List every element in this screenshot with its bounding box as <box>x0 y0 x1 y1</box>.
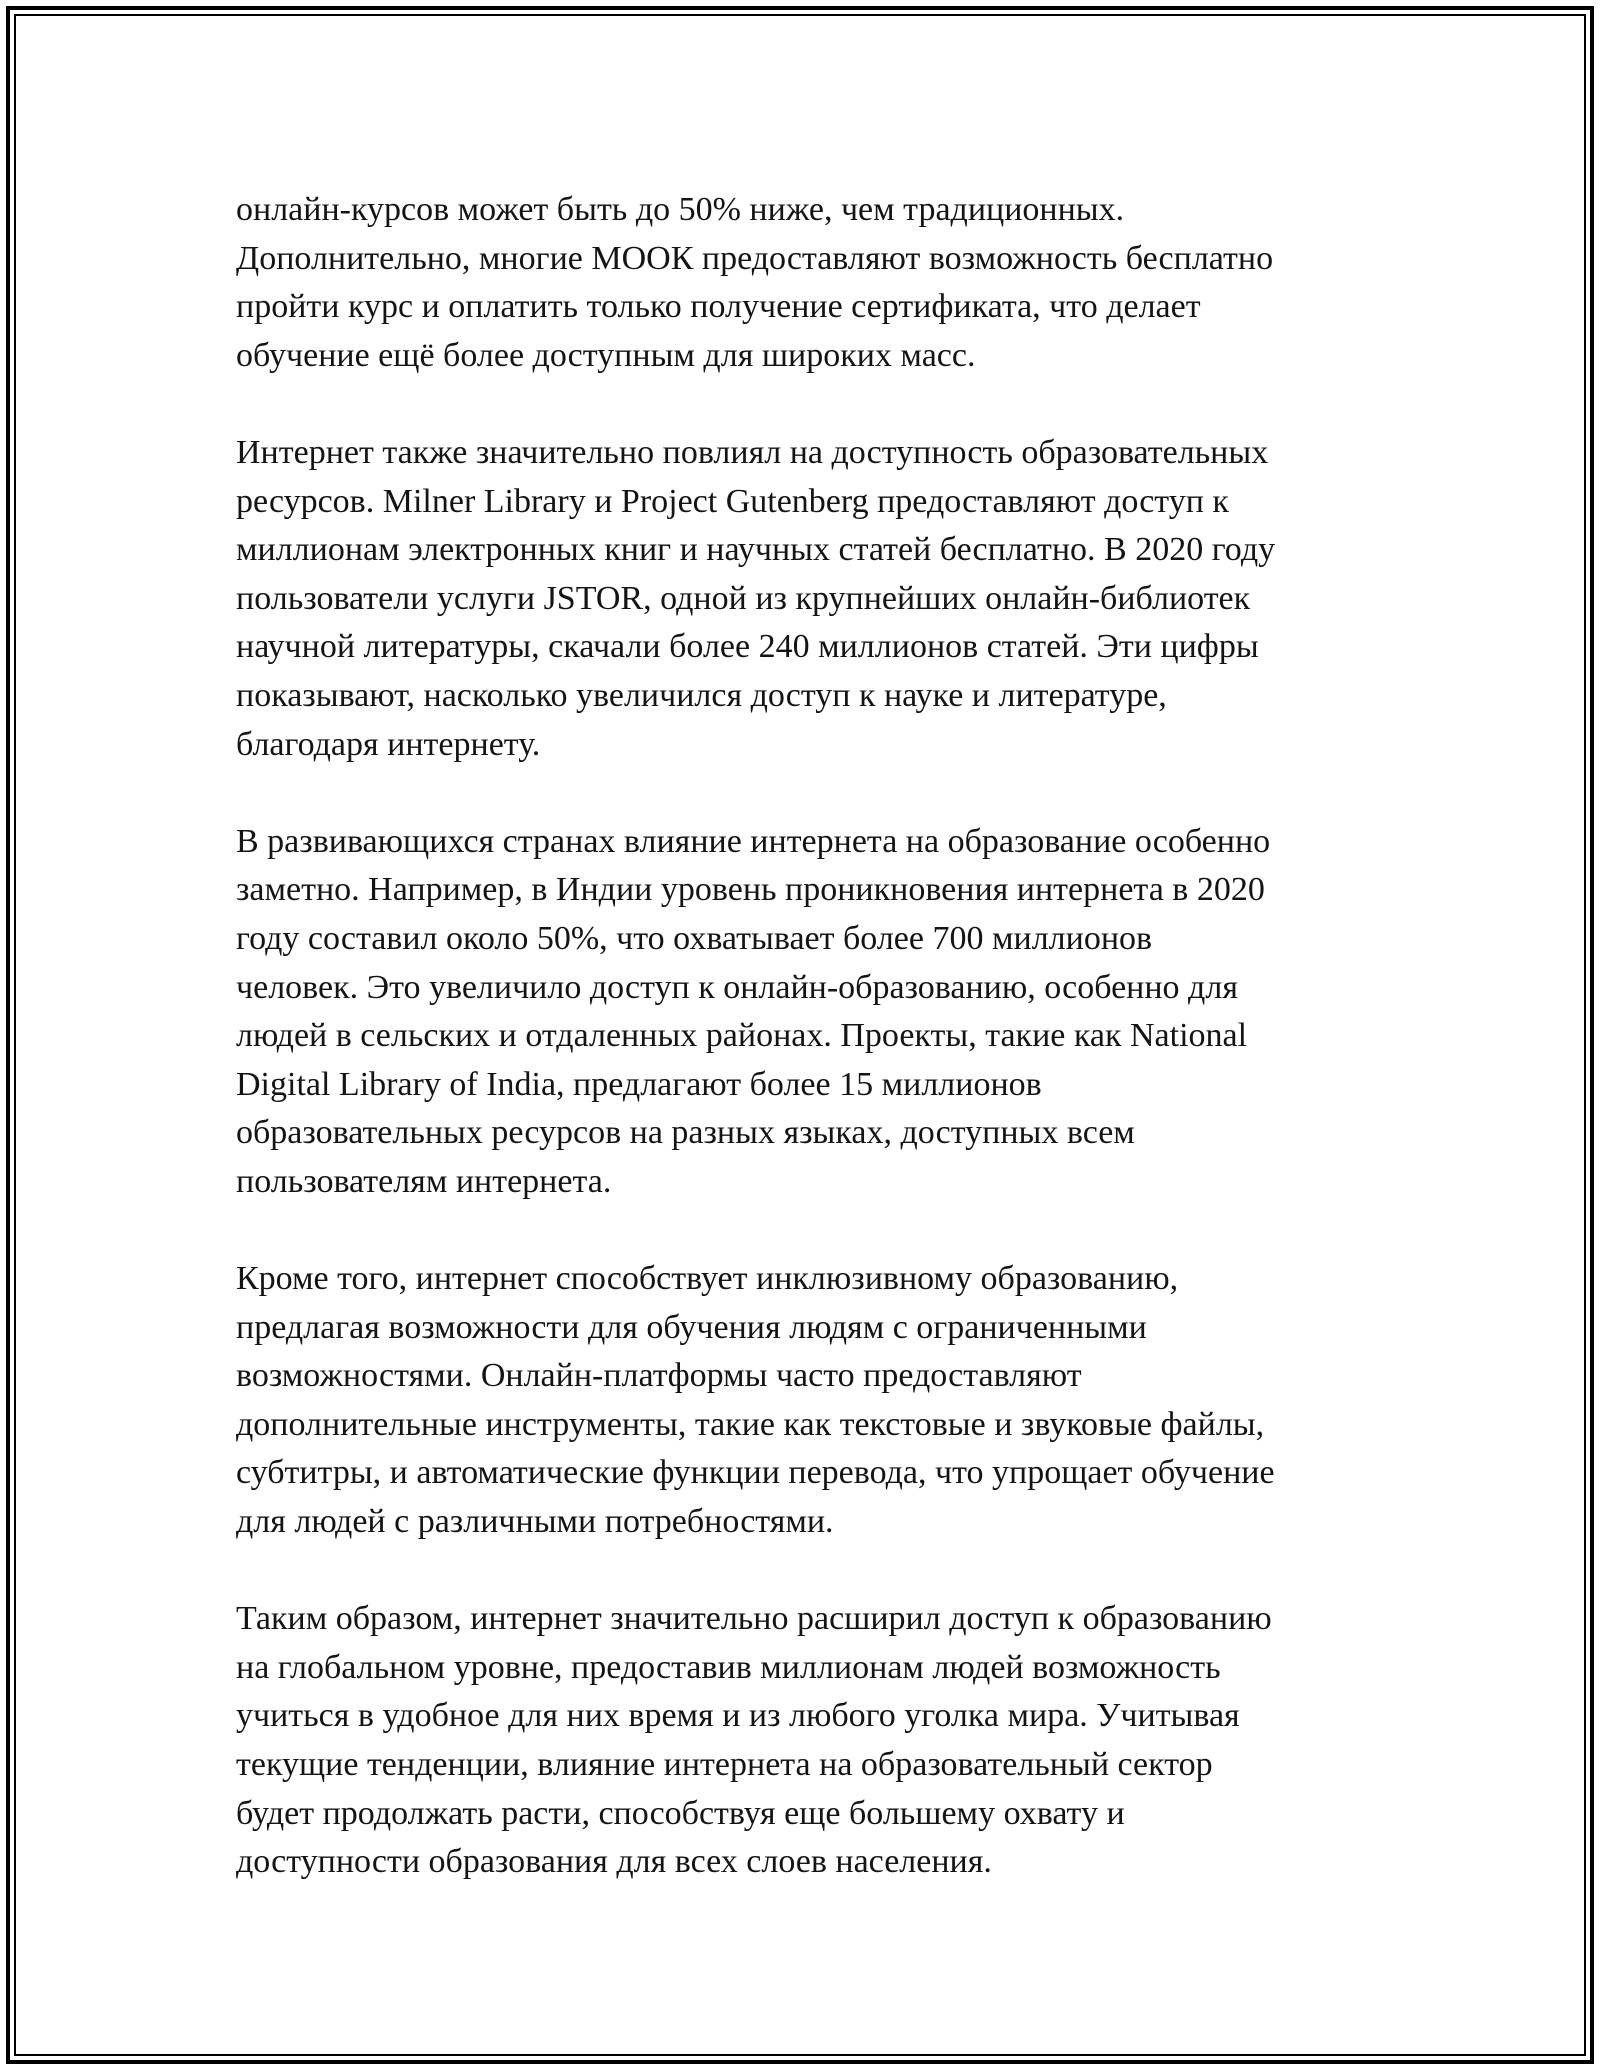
paragraph-inclusive-education: Кроме того, интернет способствует инклюзивному образованию, предлагая возможности для обучения людям с ограниченными возможностями. Онлайн-платформы часто предоставляют дополнительные инструменты, такие как текстовые и звуковые файлы, субтитры, и автоматические функции перевода, что упрощает обучение для людей с различными потребностями. <box>236 1260 1275 1541</box>
paragraph-digital-libraries: Интернет также значительно повлиял на доступность образовательных ресурсов. Milner Library и Project Gutenberg предоставляют доступ к миллионам электронных книг и научных статей бесплатно. В 2020 году пользователи услуги JSTOR, одной из крупнейших онлайн-библиотек научной литературы, скачали более 240 миллионов статей. Эти цифры показывают, насколько увеличился доступ к науке и литературе, благодаря интернету. <box>236 433 1276 763</box>
paragraph-course-costs: онлайн-курсов может быть до 50% ниже, чем традиционных. Дополнительно, многие МООК предоставляют возможность бесплатно пройти курс и оплатить только получение сертификата, что делает обучение ещё более доступным для широких масс. <box>236 191 1274 374</box>
paragraph-developing-countries: В развивающихся странах влияние интернета на образование особенно заметно. Например, в Индии уровень проникновения интернета в 2020 году составил около 50%, что охватывает более 700 миллионов человек. Это увеличило доступ к онлайн-образованию, особенно для людей в сельских и отдаленных районах. Проекты, такие как National Digital Library of India, предлагают более 15 миллионов образовательных ресурсов на разных языках, доступных всем пользователям интернета. <box>236 822 1271 1200</box>
document-body <box>236 186 1376 1935</box>
paragraph-conclusion: Таким образом, интернет значительно расширил доступ к образованию на глобальном уровне, предоставив миллионам людей возможность учиться в удобное для них время и из любого уголка мира. Учитывая текущие тенденции, влияние интернета на образовательный сектор будет продолжать расти, способствуя еще большему охвату и доступности образования для всех слоев населения. <box>236 1600 1272 1881</box>
